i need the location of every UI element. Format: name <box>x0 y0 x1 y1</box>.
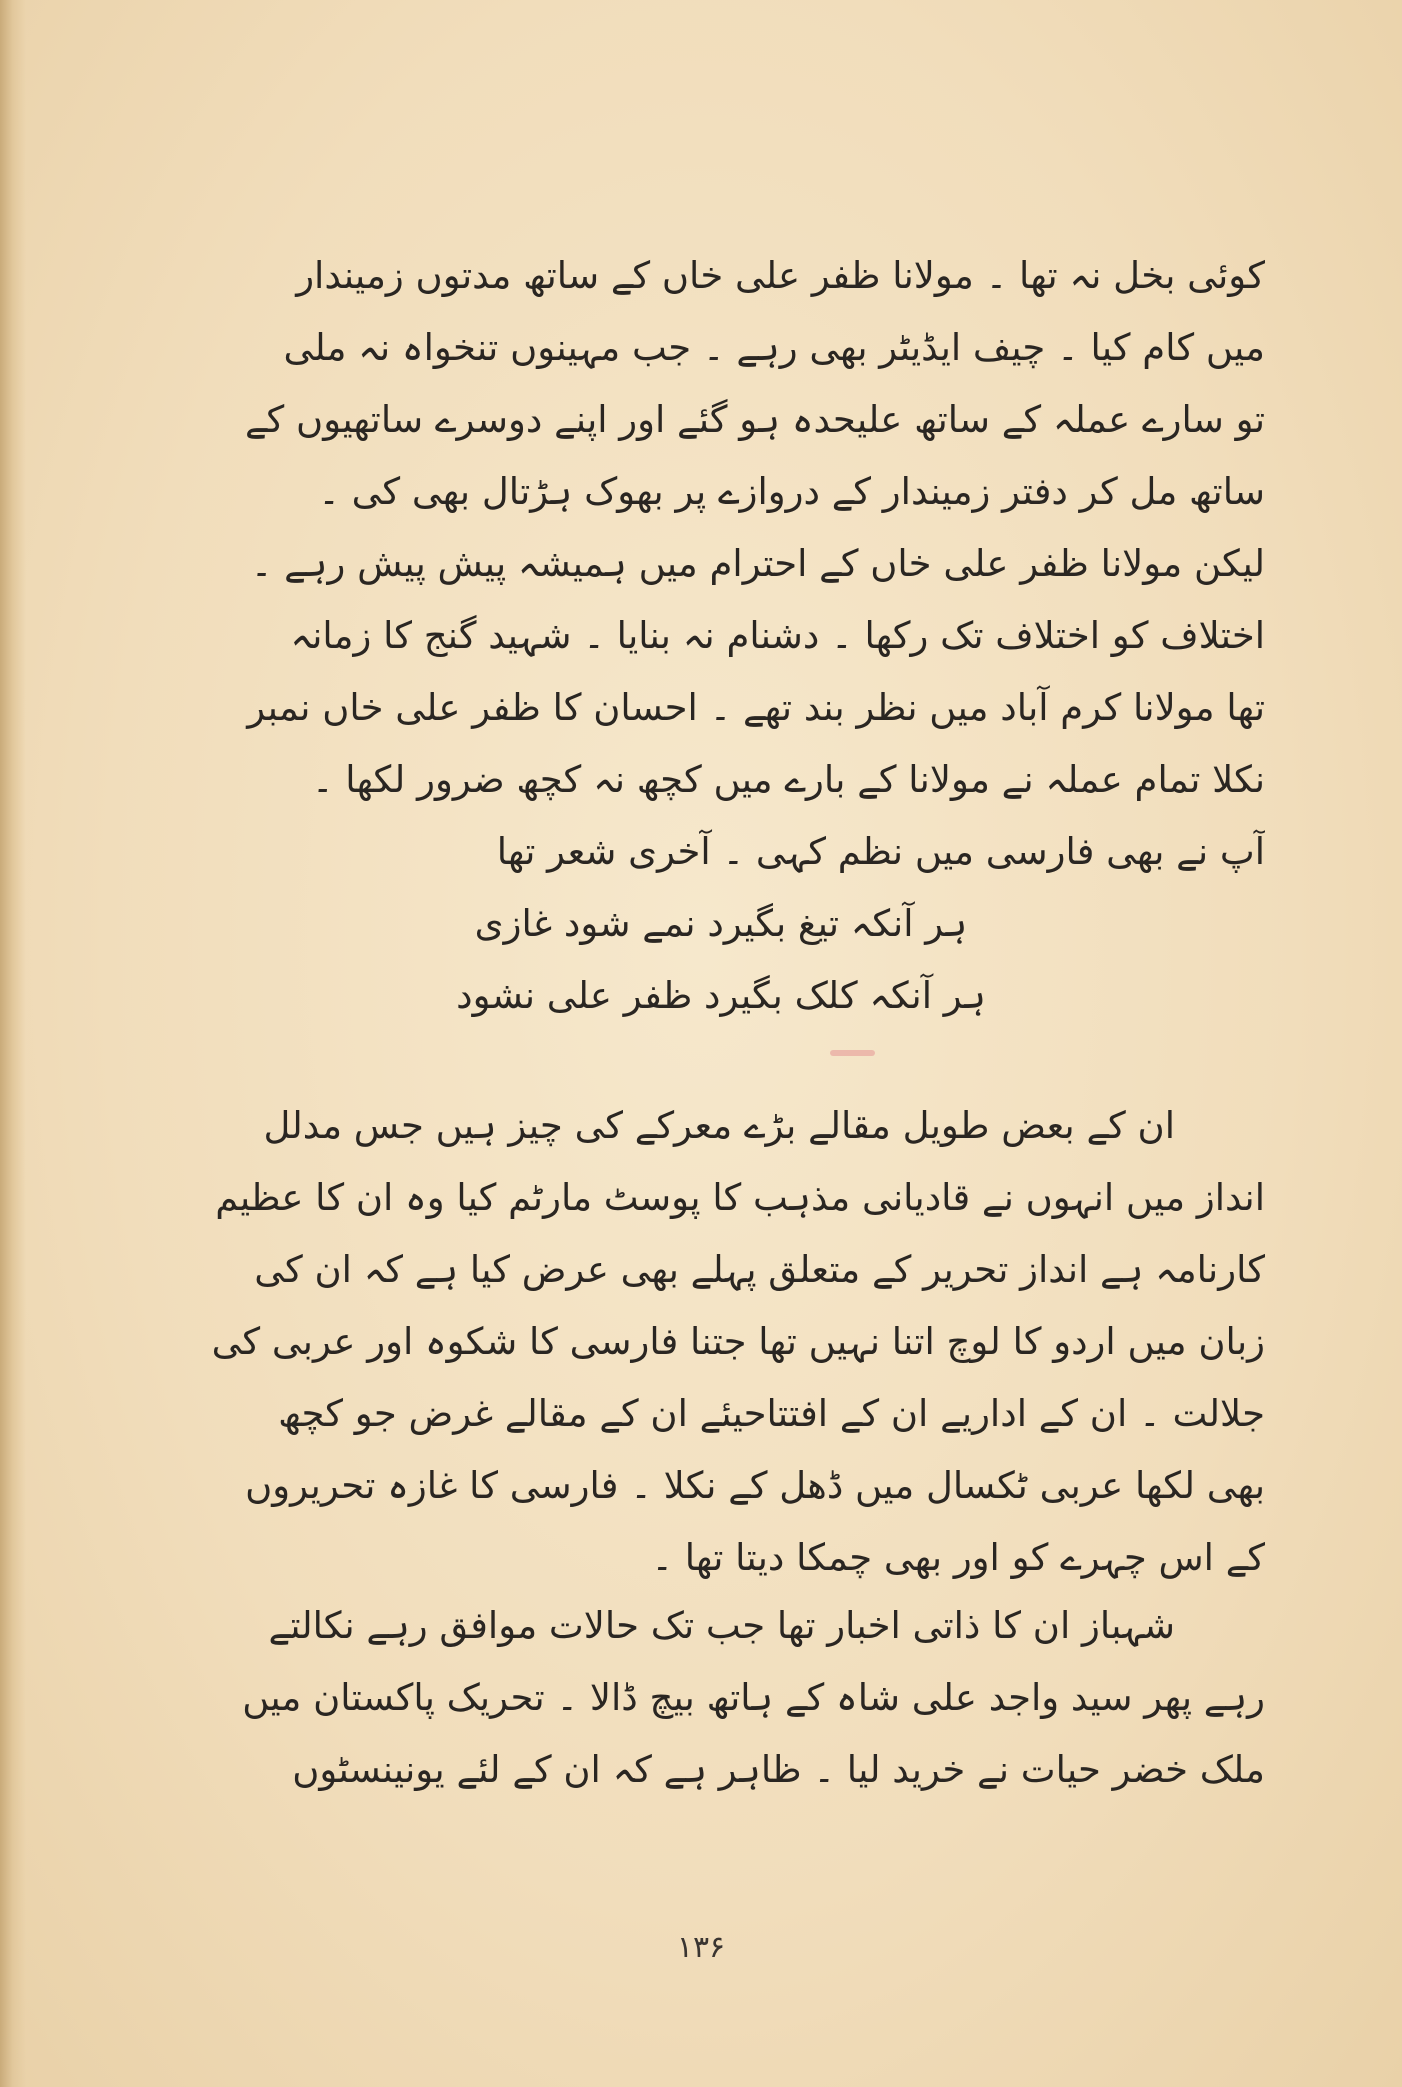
page-number: ۱۳۶ <box>676 1930 726 1965</box>
text-line: لیکن مولانا ظفر علی خاں کے احترام میں ہمیشہ پیش پیش رہے ۔ <box>250 542 1265 585</box>
text-line: ان کے بعض طویل مقالے بڑے معرکے کی چیز ہیں جس مدلل <box>263 1104 1175 1147</box>
text-line: آپ نے بھی فارسی میں نظم کہی ۔ آخری شعر تھا <box>496 830 1265 873</box>
verse-line-2: ہر آنکہ کلک بگیرد ظفر علی نشود <box>456 974 986 1017</box>
paragraph-2 <box>105 1090 1265 1594</box>
text-line: میں کام کیا ۔ چیف ایڈیٹر بھی رہے ۔ جب مہینوں تنخواہ نہ ملی <box>283 326 1265 369</box>
text-line: کوئی بخل نہ تھا ۔ مولانا ظفر علی خاں کے ساتھ مدتوں زمیندار <box>296 254 1265 297</box>
text-line: انداز میں انہوں نے قادیانی مذہب کا پوسٹ مارٹم کیا وہ ان کا عظیم <box>215 1176 1265 1219</box>
text-line: جلالت ۔ ان کے اداریے ان کے افتتاحیئے ان کے مقالے غرض جو کچھ <box>278 1392 1265 1435</box>
text-line: شہباز ان کا ذاتی اخبار تھا جب تک حالات موافق رہے نکالتے <box>268 1604 1175 1647</box>
text-line: کے اس چہرے کو اور بھی چمکا دیتا تھا ۔ <box>651 1536 1265 1579</box>
text-line: کارنامہ ہے انداز تحریر کے متعلق پہلے بھی عرض کیا ہے کہ ان کی <box>254 1248 1265 1291</box>
ink-mark <box>830 1050 875 1056</box>
text-line: تو سارے عملہ کے ساتھ علیحدہ ہو گئے اور اپنے دوسرے ساتھیوں کے <box>245 398 1265 441</box>
text-line: بھی لکھا عربی ٹکسال میں ڈھل کے نکلا ۔ فارسی کا غازہ تحریروں <box>245 1464 1265 1507</box>
text-line: زبان میں اردو کا لوچ اتنا نہیں تھا جتنا فارسی کا شکوہ اور عربی کی <box>211 1320 1265 1363</box>
text-line: ساتھ مل کر دفتر زمیندار کے دروازے پر بھوک ہڑتال بھی کی ۔ <box>318 470 1265 513</box>
text-line: تھا مولانا کرم آباد میں نظر بند تھے ۔ احسان کا ظفر علی خاں نمبر <box>247 686 1265 729</box>
text-line: رہے پھر سید واجد علی شاہ کے ہاتھ بیچ ڈالا ۔ تحریک پاکستان میں <box>242 1676 1265 1719</box>
verse-line-1: ہر آنکہ تیغ بگیرد نمے شود غازی <box>474 902 968 945</box>
text-line: ملک خضر حیات نے خرید لیا ۔ ظاہر ہے کہ ان کے لئے یونینسٹوں <box>292 1748 1265 1791</box>
text-line: اختلاف کو اختلاف تک رکھا ۔ دشنام نہ بنایا ۔ شہید گنج کا زمانہ <box>290 614 1265 657</box>
text-line: نکلا تمام عملہ نے مولانا کے بارے میں کچھ نہ کچھ ضرور لکھا ۔ <box>311 758 1265 801</box>
poem-intro <box>105 816 1265 888</box>
paragraph-1 <box>105 240 1265 816</box>
page-spine-shadow <box>0 0 26 2087</box>
paragraph-3 <box>105 1590 1265 1806</box>
